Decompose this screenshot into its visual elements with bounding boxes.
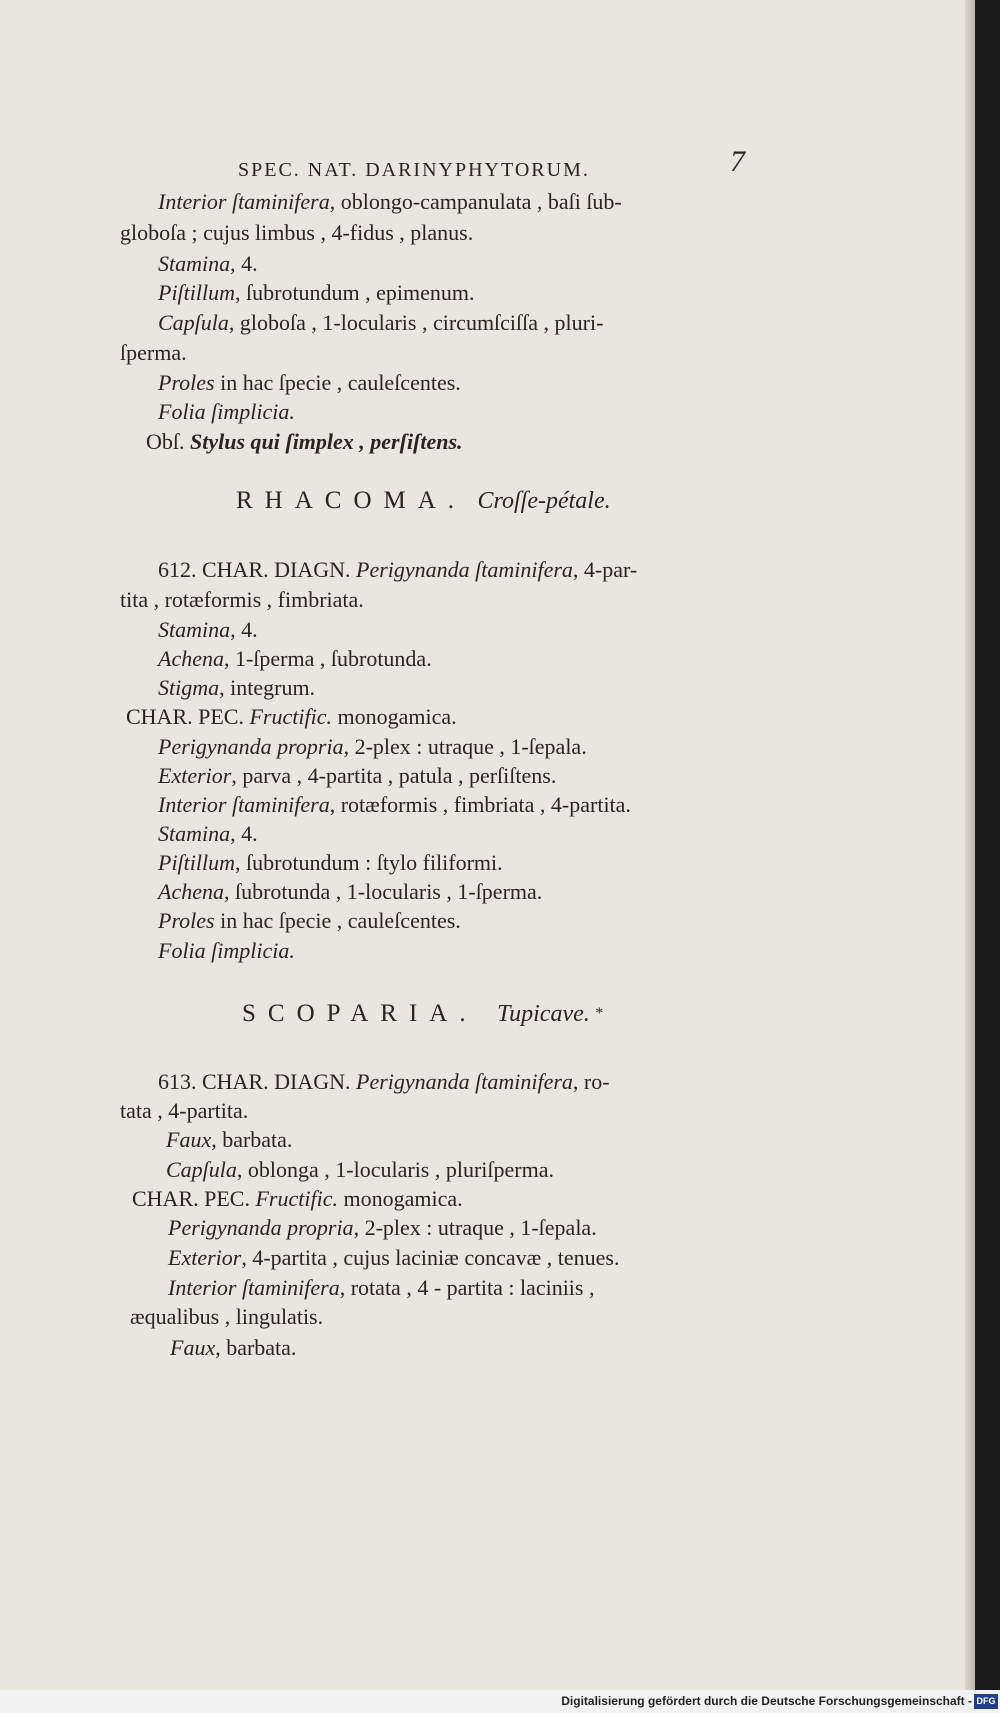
running-title: SPEC. NAT. DARINYPHYTORUM. <box>238 159 590 181</box>
text-line: Piſtillum, ſubrotundum , epimenum. <box>158 280 475 305</box>
text-line: Stigma, integrum. <box>158 675 316 700</box>
text-line: Faux, barbata. <box>170 1335 297 1360</box>
page-edge <box>965 0 975 1690</box>
text-line: CHAR. PEC. Fructific. monogamica. <box>126 704 457 729</box>
text-line: Capſula, globoſa , 1-locularis , circumſciſſa , pluri- <box>158 310 604 335</box>
genus-heading-scoparia: SCOPARIA. Tupicave. * <box>242 1000 604 1027</box>
dfg-logo-icon: DFG <box>974 1694 998 1709</box>
text-line: Stamina, 4. <box>158 251 258 276</box>
text-line: Capſula, oblonga , 1-locularis , pluriſperma. <box>166 1157 554 1182</box>
text-line: Perigynanda propria, 2-plex : utraque , 1-ſepala. <box>158 734 587 759</box>
text-line: 612. CHAR. DIAGN. Perigynanda ſtaminifera, 4-par- <box>158 557 638 582</box>
text-line: Achena, 1-ſperma , ſubrotunda. <box>158 646 432 671</box>
text-line: Stamina, 4. <box>158 821 258 846</box>
text-line: tita , rotæformis , fimbriata. <box>120 587 364 612</box>
text-line: Exterior, parva , 4-partita , patula , perſiſtens. <box>158 763 557 788</box>
text-line: Piſtillum, ſubrotundum : ſtylo filiformi. <box>158 850 503 875</box>
text-line: Interior ſtaminifera, rotata , 4 - partita : laciniis , <box>168 1275 595 1300</box>
text-line: Exterior, 4-partita , cujus laciniæ concavæ , tenues. <box>168 1245 620 1270</box>
text-line: Achena, ſubrotunda , 1-locularis , 1-ſperma. <box>158 879 543 904</box>
text-line: Folia ſimplicia. <box>158 399 295 424</box>
text-line: CHAR. PEC. Fructific. monogamica. <box>132 1186 463 1211</box>
text-line: Obſ. Stylus qui ſimplex , perſiſtens. <box>146 429 463 454</box>
text-line: æqualibus , lingulatis. <box>130 1304 324 1329</box>
genus-heading-rhacoma: RHACOMA. Croſſe-pétale. <box>236 487 611 514</box>
text-line: Perigynanda propria, 2-plex : utraque , 1-ſepala. <box>168 1215 597 1240</box>
page-number: 7 <box>730 145 745 178</box>
text-line: Proles in hac ſpecie , cauleſcentes. <box>158 908 461 933</box>
text-line: tata , 4-partita. <box>120 1098 249 1123</box>
text-line: Stamina, 4. <box>158 617 258 642</box>
text-line: globoſa ; cujus limbus , 4-fidus , planus. <box>120 220 474 245</box>
digitization-footer <box>0 1690 1000 1713</box>
text-line: Faux, barbata. <box>166 1127 293 1152</box>
footer-text: Digitalisierung gefördert durch die Deutsche Forschungsgemeinschaft - <box>561 1694 972 1708</box>
text-line: Proles in hac ſpecie , cauleſcentes. <box>158 370 461 395</box>
text-line: ſperma. <box>120 340 187 365</box>
text-line: Interior ſtaminifera, oblongo-campanulata , baſi ſub- <box>158 189 622 214</box>
text-line: 613. CHAR. DIAGN. Perigynanda ſtaminifera, ro- <box>158 1069 610 1094</box>
text-line: Folia ſimplicia. <box>158 938 295 963</box>
text-line: Interior ſtaminifera, rotæformis , fimbriata , 4-partita. <box>158 792 631 817</box>
